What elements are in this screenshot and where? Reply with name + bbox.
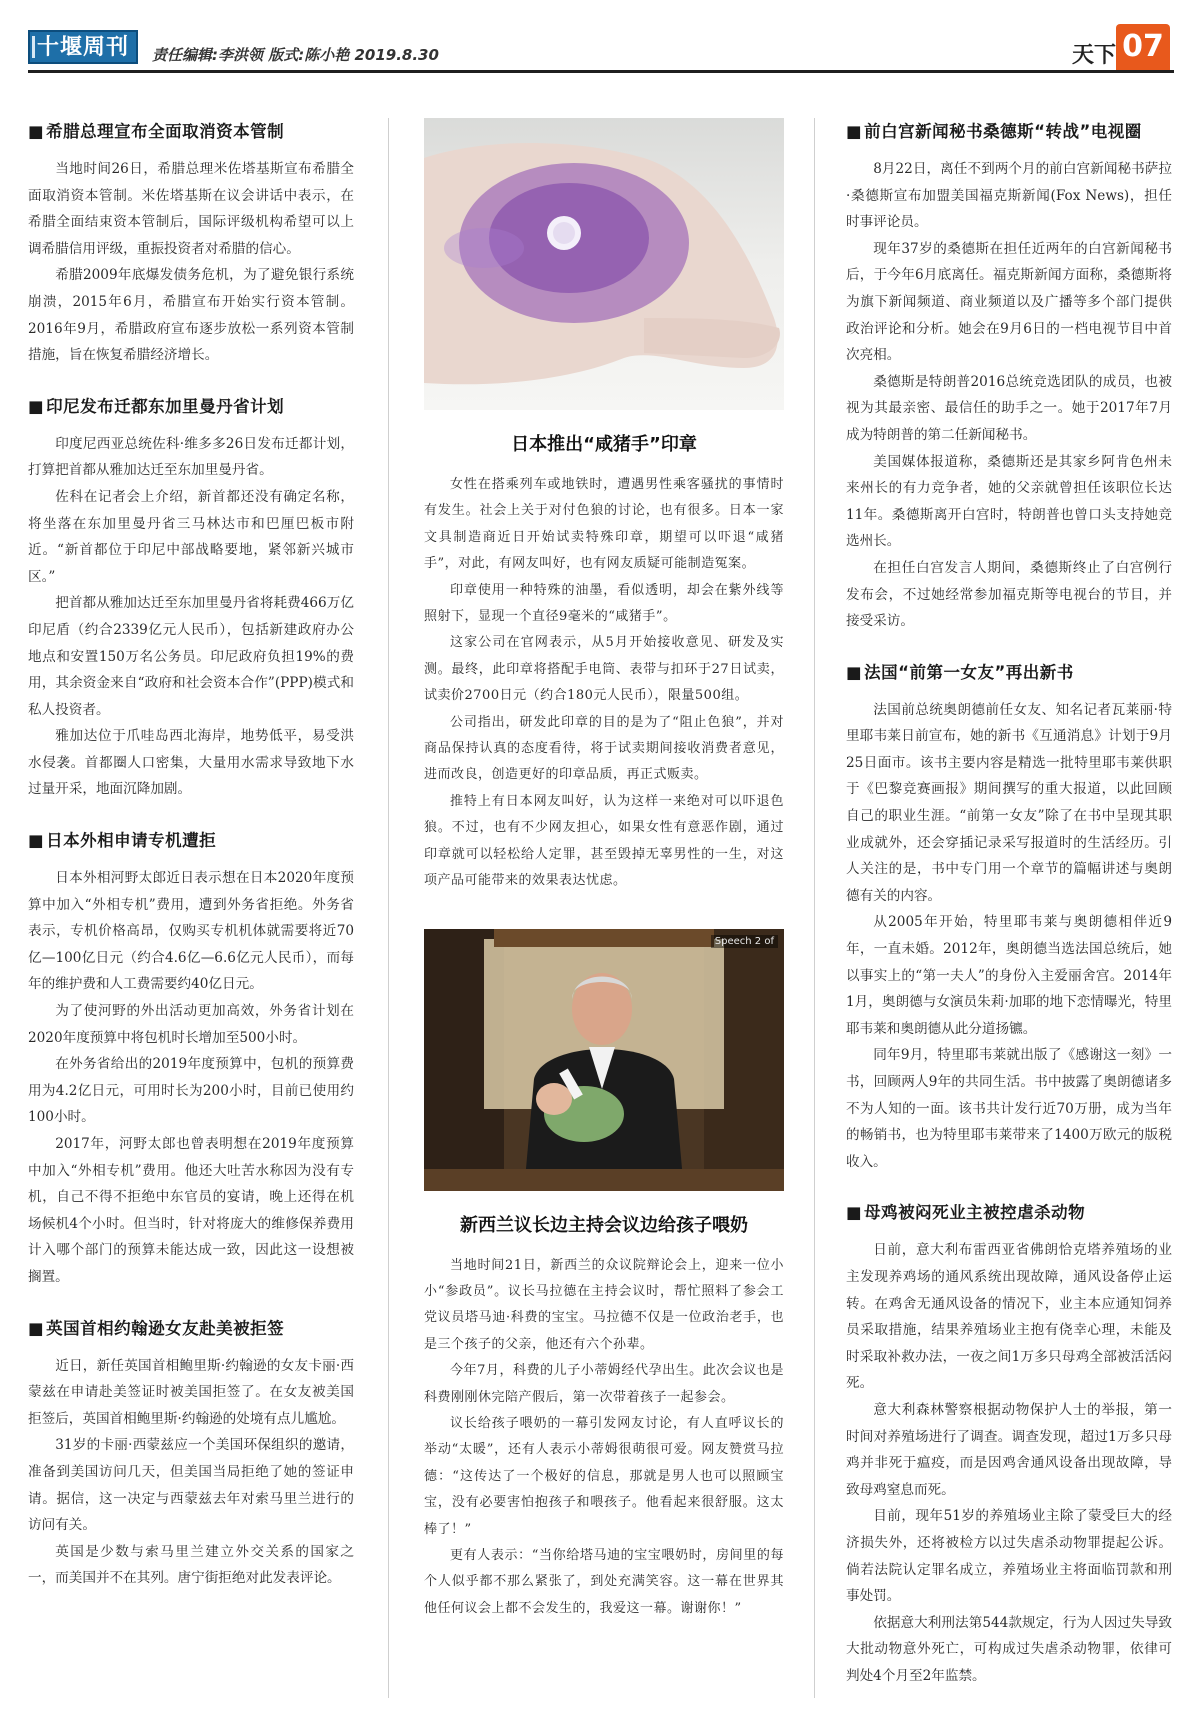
article-paragraph: 现年37岁的桑德斯在担任近两年的白宫新闻秘书后，于今年6月底离任。福克斯新闻方面称，桑德斯将为旗下新闻频道、商业频道以及广播等多个部门提供政治评论和分析。她会在9月6日的一档电视节目中首次亮相。	[846, 240, 1172, 364]
article-headline: ■ 希腊总理宣布全面取消资本管制	[28, 118, 354, 142]
hand-stamp-photo	[424, 118, 784, 410]
article-paragraph: 当地时间26日，希腊总理米佐塔基斯宣布希腊全面取消资本管制。米佐塔基斯在议会讲话中表示，在希腊全面结束资本管制后，国际评级机构希望可以上调希腊信用评级，重振投资者对希腊的信心。	[28, 161, 354, 257]
story-paragraph: 议长给孩子喂奶的一幕引发网友讨论，有人直呼议长的举动“太暖”，还有人表示小蒂姆很萌很可爱。网友赞赏马拉德：“这传达了一个极好的信息，那就是男人也可以照顾宝宝，没有必要害怕抱孩子和喂孩子。他看起来很舒服。这太棒了！”	[424, 1415, 784, 1537]
article-paragraph: 为了使河野的外出活动更加高效，外务省计划在2020年度预算中将包机时长增加至500小时。	[28, 1003, 354, 1046]
logo-mark	[32, 36, 35, 58]
left-column	[28, 118, 354, 1616]
story-headline: 新西兰议长边主持会议边给孩子喂奶	[460, 1214, 748, 1236]
article-japan-jet	[28, 827, 354, 1291]
story-paragraph: 推特上有日本网友叫好，认为这样一来绝对可以吓退色狼。不过，也有不少网友担心，如果女性有意恶作剧，通过印章就可以轻松给人定罪，甚至毁掉无辜男性的一生，对这项产品可能带来的效果表达忧虑。	[424, 793, 784, 889]
article-paragraph: 雅加达位于爪哇岛西北海岸，地势低平，易受洪水侵袭。首都圈人口密集，大量用水需求导致地下水过量开采，地面沉降加剧。	[28, 728, 354, 798]
hand-illustration	[424, 118, 784, 410]
article-headline: ■ 日本外相申请专机遭拒	[28, 827, 354, 851]
logo-text: 十堰周刊	[36, 34, 129, 60]
article-paragraph: 把首都从雅加达迁至东加里曼丹省将耗费466万亿印尼盾（约合2339亿元人民币），包括新建政府办公地点和安置150万名公务员。印尼政府负担19%的费用，其余资金来自“政府和社会资本合作”(PPP)模式和私人投资者。	[28, 595, 354, 718]
editor-line: 责任编辑:李洪领 版式:陈小艳 2019.8.30	[152, 46, 439, 64]
story-paragraph: 这家公司在官网表示，从5月开始接收意见、研发及实测。最终，此印章将搭配手电筒、表带与扣环于27日试卖，试卖价2700日元（约合180元人民币），限量500组。	[424, 635, 784, 704]
article-headline: ■ 法国“前第一女友”再出新书	[846, 659, 1172, 683]
article-paragraph: 意大利森林警察根据动物保护人士的举报，第一时间对养殖场进行了调查。调查发现，超过1万多只母鸡并非死于瘟疫，而是因鸡舍通风设备出现故障，导致母鸡窒息而死。	[846, 1401, 1172, 1498]
masthead	[0, 0, 1200, 100]
column-divider-right	[814, 118, 815, 1698]
masthead-rule	[28, 70, 1174, 73]
article-paragraph: 8月22日，离任不到两个月的前白宫新闻秘书萨拉·桑德斯宣布加盟美国福克斯新闻(Fox News)，担任时事评论员。	[846, 161, 1172, 231]
article-paragraph: 近日，新任英国首相鲍里斯·约翰逊的女友卡丽·西蒙兹在申请赴美签证时被美国拒签了。在女友被美国拒签后，英国首相鲍里斯·约翰逊的处境有点儿尴尬。	[28, 1357, 354, 1427]
page-number: 07	[1116, 24, 1170, 70]
story-paragraph: 公司指出，研发此印章的目的是为了“阻止色狼”，并对商品保持认真的态度看待，将于试卖期间接收消费者意见，进而改良，创造更好的印章品质，再正式贩卖。	[424, 714, 784, 783]
story-paragraph: 印章使用一种特殊的油墨，看似透明，却会在紫外线等照射下，显现一个直径9毫米的“咸猪手”。	[424, 582, 784, 625]
speaker-illustration	[424, 929, 784, 1191]
right-column	[846, 118, 1172, 1713]
article-headline: ■ 母鸡被闷死业主被控虐杀动物	[846, 1199, 1172, 1223]
article-paragraph: 佐科在记者会上介绍，新首都还没有确定名称，将坐落在东加里曼丹省三马林达市和巴厘巴板市附近。“新首都位于印尼中部战略要地，紧邻新兴城市区。”	[28, 488, 354, 585]
middle-column	[424, 118, 784, 1622]
article-paragraph: 美国媒体报道称，桑德斯还是其家乡阿肯色州未来州长的有力竞争者，她的父亲就曾担任该职位长达11年。桑德斯离开白宫时，特朗普也曾口头支持她竞选州长。	[846, 453, 1172, 550]
article-paragraph: 日前，意大利布雷西亚省佛朗恰克塔养殖场的业主发现养鸡场的通风系统出现故障，通风设备停止运转。在鸡舍无通风设备的情况下，业主本应通知饲养员采取措施，结果养殖场业主抱有侥幸心理，未能及时采取补救办法，一夜之间1万多只母鸡全部被活活闷死。	[846, 1242, 1172, 1392]
article-uk-visa	[28, 1315, 354, 1592]
article-indonesia	[28, 393, 354, 803]
article-paragraph: 桑德斯是特朗普2016总统竞选团队的成员，也被视为其最亲密、最信任的助手之一。她于2017年7月成为特朗普的第二任新闻秘书。	[846, 373, 1172, 443]
article-paragraph: 依据意大利刑法第544款规定，行为人因过失导致大批动物意外死亡，可构成过失虐杀动物罪，依律可判处4个月至2年监禁。	[846, 1614, 1172, 1684]
article-paragraph: 从2005年开始，特里耶韦莱与奥朗德相伴近9年，一直未婚。2012年，奥朗德当选法国总统后，她以事实上的“第一夫人”的身份入主爱丽舍宫。2014年1月，奥朗德与女演员朱莉·加耶的地下恋情曝光，特里耶韦莱和奥朗德从此分道扬镳。	[846, 914, 1172, 1037]
article-greece	[28, 118, 354, 369]
article-sanders	[846, 118, 1172, 635]
story-paragraph: 女性在搭乘列车或地铁时，遭遇男性乘客骚扰的事情时有发生。社会上关于对付色狼的讨论，也有很多。日本一家文具制造商近日开始试卖特殊印章，期望可以吓退“咸猪手”，对此，有网友叫好，也有网友质疑可能制造冤案。	[424, 477, 784, 572]
article-headline: ■ 前白宫新闻秘书桑德斯“转战”电视圈	[846, 118, 1172, 142]
article-headline: ■ 印尼发布迁都东加里曼丹省计划	[28, 393, 354, 417]
article-paragraph: 法国前总统奥朗德前任女友、知名记者瓦莱丽·特里耶韦莱日前宣布，她的新书《互通消息》计划于9月25日面市。该书主要内容是精选一批特里耶韦莱供职于《巴黎竞赛画报》期间撰写的重大报道，以此回顾自己的职业生涯。“前第一女友”除了在书中呈现其职业成就外，还会穿插记录采写报道时的生活经历。引人关注的是，书中专门用一个章节的篇幅讲述与奥朗德有关的内容。	[846, 701, 1172, 904]
story-paragraph: 更有人表示：“当你给塔马迪的宝宝喂奶时，房间里的每个人似乎都不那么紧张了，到处充满笑容。这一幕在世界其他任何议会上都不会发生的，我爱这一幕。谢谢你！”	[424, 1547, 784, 1616]
article-hens	[846, 1199, 1172, 1689]
story-paragraph: 今年7月，科费的儿子小蒂姆经代孕出生。此次会议也是科费刚刚休完陪产假后，第一次带着孩子一起参会。	[424, 1363, 784, 1405]
article-paragraph: 印度尼西亚总统佐科·维多多26日发布迁都计划，打算把首都从雅加达迁至东加里曼丹省。	[28, 435, 354, 479]
article-paragraph: 同年9月，特里耶韦莱就出版了《感谢这一刻》一书，回顾两人9年的共同生活。书中披露了奥朗德诸多不为人知的一面。该书共计发行近70万册，成为当年的畅销书，也为特里耶韦莱带来了1400万欧元的版税收入。	[846, 1047, 1172, 1170]
article-paragraph: 英国是少数与索马里兰建立外交关系的国家之一，而美国并不在其列。唐宁街拒绝对此发表评论。	[28, 1543, 354, 1587]
article-paragraph: 目前，现年51岁的养殖场业主除了蒙受巨大的经济损失外，还将被检方以过失虐杀动物罪提起公诉。倘若法院认定罪名成立，养殖场业主将面临罚款和刑事处罚。	[846, 1508, 1172, 1605]
article-headline: ■ 英国首相约翰逊女友赴美被拒签	[28, 1315, 354, 1339]
story-headline: 日本推出“咸猪手”印章	[511, 434, 697, 455]
article-paragraph: 在担任白宫发言人期间，桑德斯终止了白宫例行发布会，不过她经常参加福克斯等电视台的节目，并接受采访。	[846, 559, 1172, 630]
article-paragraph: 希腊2009年底爆发债务危机，为了避免银行系统崩溃，2015年6月，希腊宣布开始实行资本管制。2016年9月，希腊政府宣布逐步放松一系列资本管制措施，旨在恢复希腊经济增长。	[28, 267, 354, 364]
column-divider-left	[388, 118, 389, 1698]
story-paragraph: 当地时间21日，新西兰的众议院辩论会上，迎来一位小小“参政员”。议长马拉德在主持会议时，帮忙照料了参会工党议员塔马迪·科费的宝宝。马拉德不仅是一位政治老手，也是三个孩子的父亲，他还有六个孙辈。	[424, 1257, 784, 1352]
broadcast-caption: Speech 2 of	[711, 935, 778, 948]
section-name: 天下	[1072, 43, 1117, 68]
speaker-photo	[424, 929, 784, 1191]
article-paragraph: 31岁的卡丽·西蒙兹应一个美国环保组织的邀请，准备到美国访问几天，但美国当局拒绝了她的签证申请。据信，这一决定与西蒙兹去年对索马里兰进行的访问有关。	[28, 1437, 354, 1534]
article-trierweiler	[846, 659, 1172, 1176]
article-paragraph: 日本外相河野太郎近日表示想在日本2020年度预算中加入“外相专机”费用，遭到外务省拒绝。外务省表示，专机价格高昂，仅购买专机机体就需要将近70亿—100亿日元（约合4.6亿—6.6亿元人民币），而每年的维护费和人工费需要约40亿日元。	[28, 870, 354, 993]
article-paragraph: 在外务省给出的2019年度预算中，包机的预算费用为4.2亿日元，可用时长为200小时，目前已使用约100小时。	[28, 1056, 354, 1126]
newspaper-logo	[28, 30, 138, 64]
article-paragraph: 2017年，河野太郎也曾表明想在2019年度预算中加入“外相专机”费用。他还大吐苦水称因为没有专机，自己不得不拒绝中东官员的宴请，晚上还得在机场候机4个小时。但当时，针对将庞大的维修保养费用计入哪个部门的预算未能达成一致，因此这一设想被搁置。	[28, 1136, 354, 1285]
